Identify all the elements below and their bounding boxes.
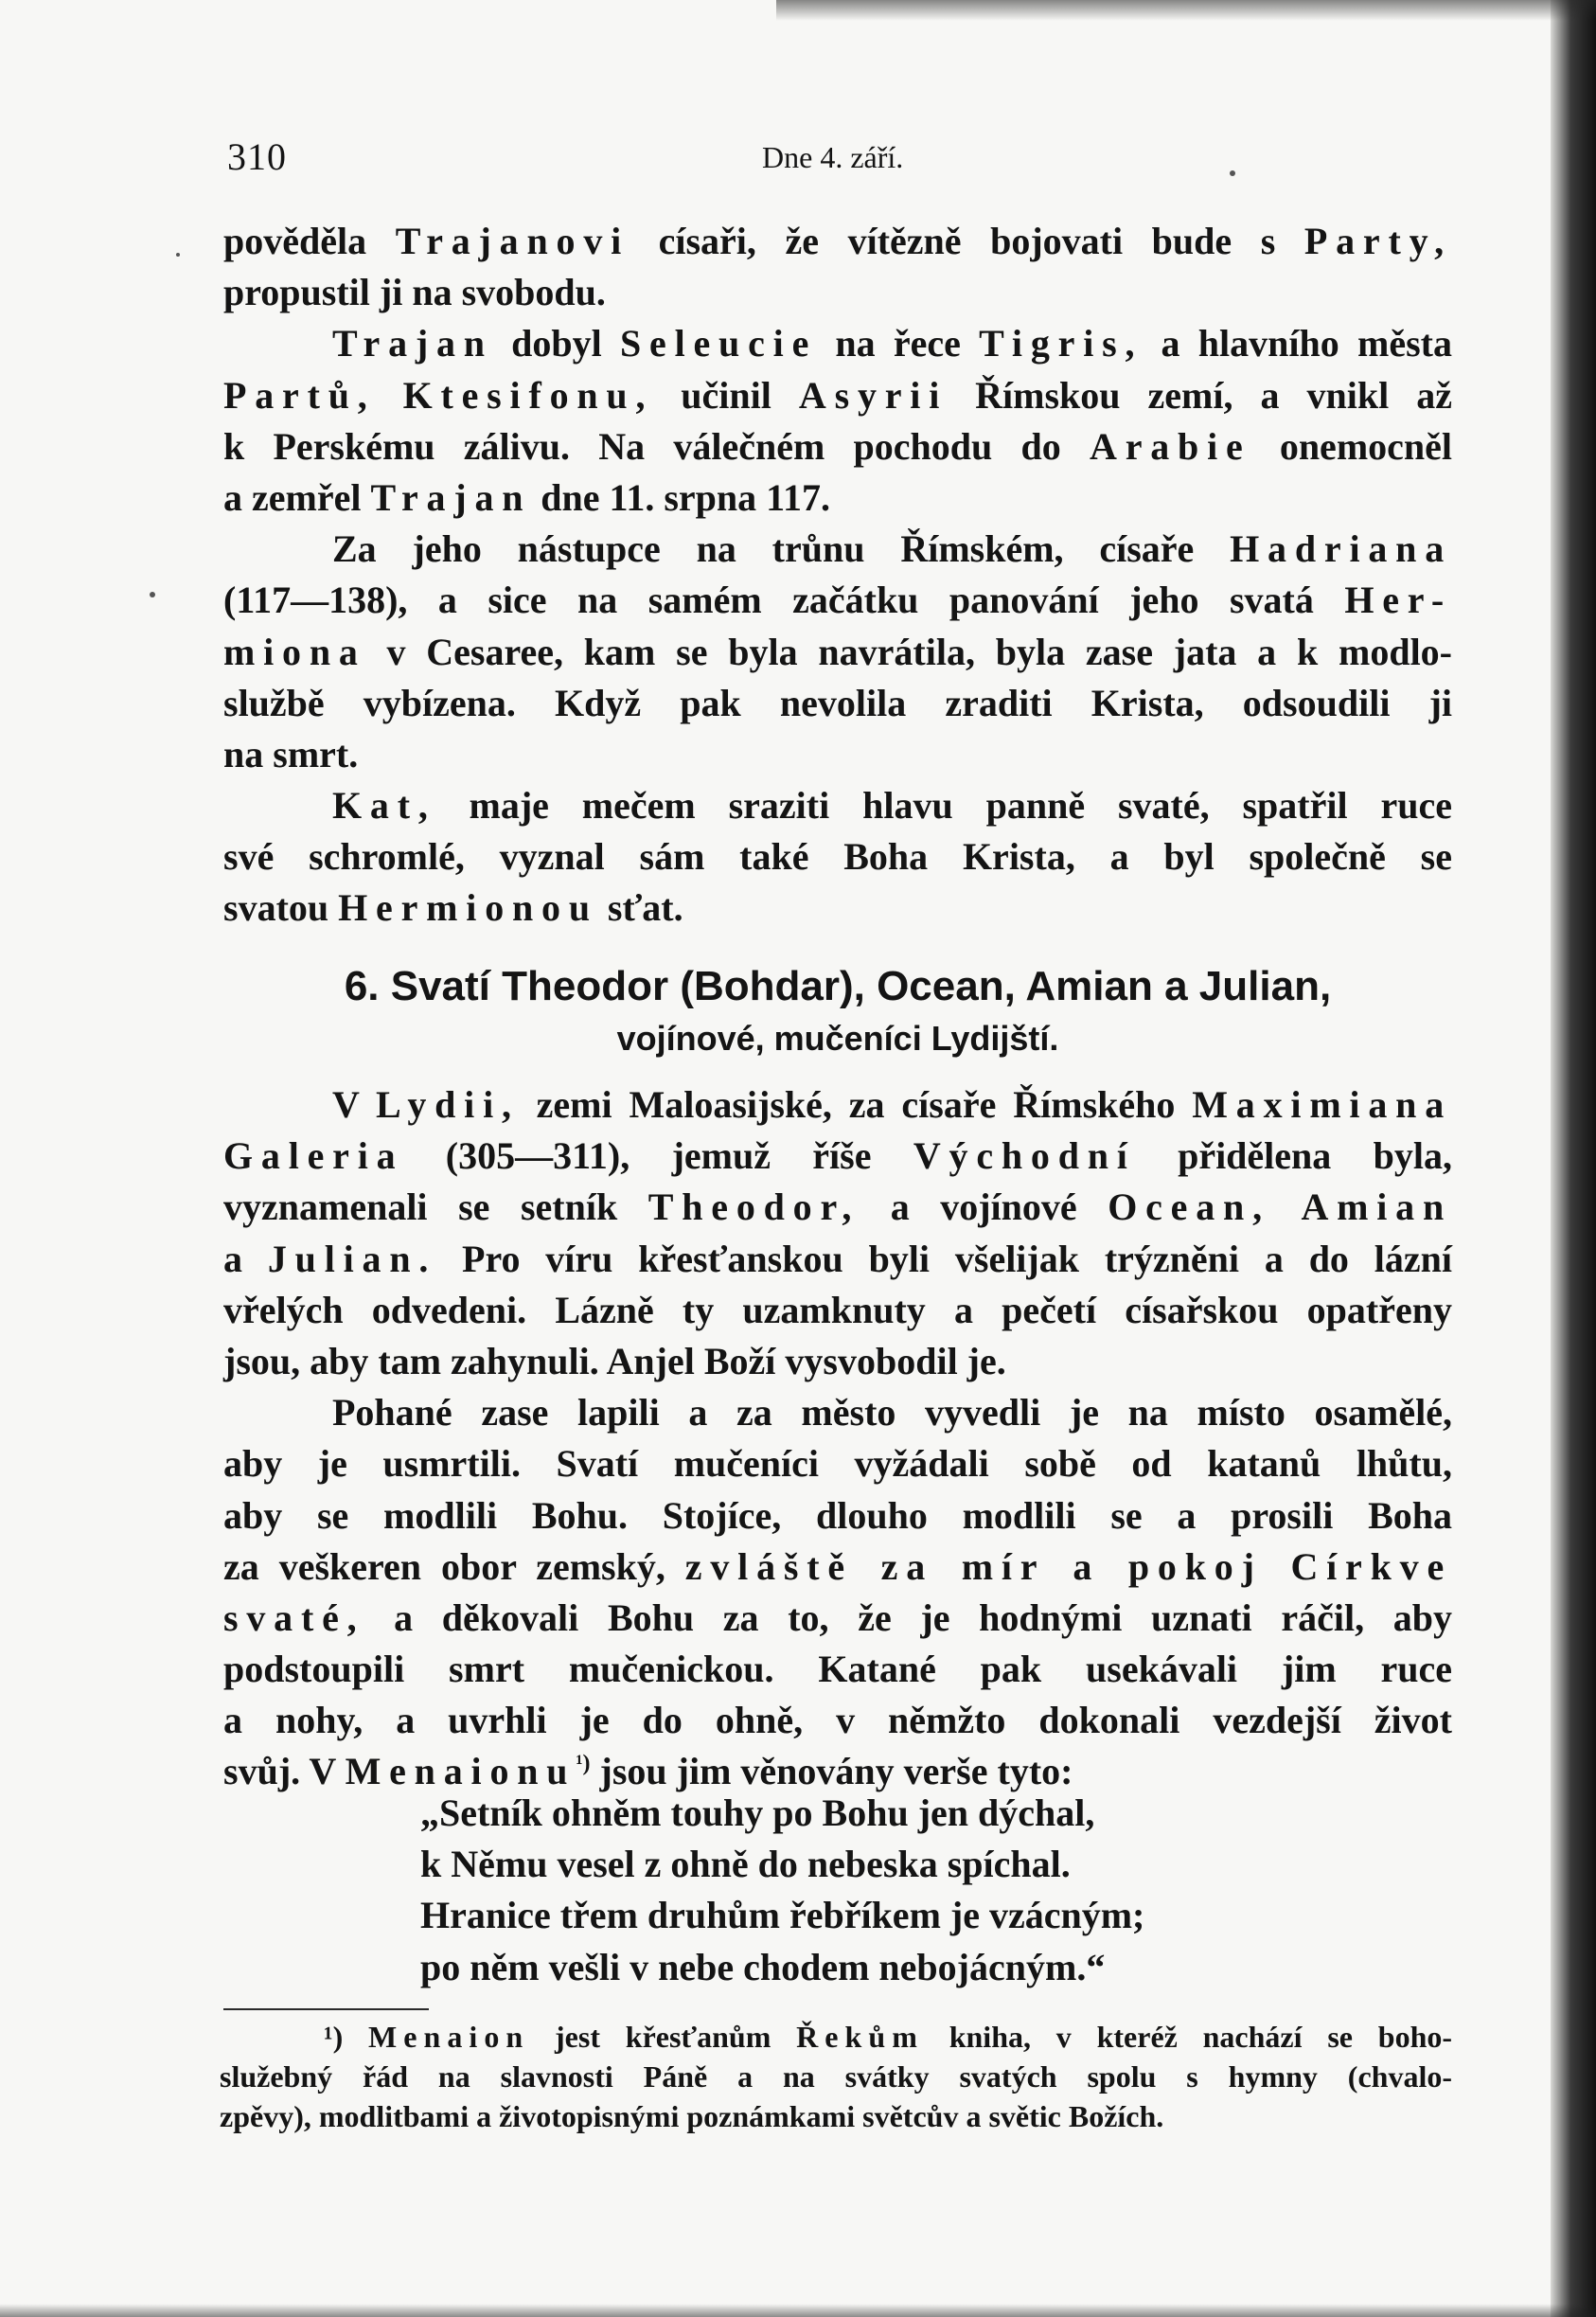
scan-speck xyxy=(150,592,155,597)
text-line: Za jeho nástupce na trůnu Římském, císaře Hadriana xyxy=(332,527,1452,571)
page-binding-edge xyxy=(1551,0,1596,2317)
footnote-line: zpěvy), modlitbami a životopisnými poznámkami světcův a světic Božích. xyxy=(220,2099,1164,2133)
text-line: podstoupili smrt mučenickou. Katané pak usekávali jim ruce xyxy=(223,1648,1452,1691)
section-theodor-martyrs xyxy=(223,1079,1452,1798)
page-number: 310 xyxy=(227,135,287,178)
footnote-separator xyxy=(223,2008,429,2010)
text-line: svatou Hermionou sťat. xyxy=(223,886,683,930)
footnote-reference: ¹) xyxy=(576,1752,591,1777)
text-line: jsou, aby tam zahynuli. Anjel Boží vysvobodil je. xyxy=(223,1339,1006,1382)
verse-line: po něm vešli v nebe chodem nebojácným.“ xyxy=(420,1945,1106,1988)
text-line: Trajan dobyl Seleucie na řece Tigris, a hlavního města xyxy=(332,322,1452,365)
bottom-scan-shadow xyxy=(0,2304,1596,2317)
text-line: vřelých odvedeni. Lázně ty uzamknuty a pečetí císařskou opatřeny xyxy=(223,1288,1452,1331)
top-scan-shadow xyxy=(776,0,1596,21)
verse-line: „Setník ohněm touhy po Bohu jen dýchal, xyxy=(420,1791,1095,1834)
text-line: svaté, a děkovali Bohu za to, že je hodnými uznati ráčil, aby xyxy=(223,1595,1452,1639)
text-line: Kat, maje mečem sraziti hlavu panně svaté, spatřil ruce xyxy=(332,784,1452,828)
text-line: Galeria (305—311), jemuž říše Východní přidělena byla, xyxy=(223,1134,1452,1178)
section-trajan-hermiona xyxy=(223,216,1452,935)
text-line: své schromlé, vyznal sám také Boha Krista, a byl společně se xyxy=(223,835,1452,879)
text-line: aby je usmrtili. Svatí mučeníci vyžádali sobě od katanů lhůtu, xyxy=(223,1442,1452,1486)
text-line: a nohy, a uvrhli je do ohně, v němžto dokonali vezdejší život xyxy=(223,1699,1452,1742)
text-line: Partů, Ktesifonu, učinil Asyrii Římskou zemí, a vnikl až xyxy=(223,373,1452,417)
text-line: Pohané zase lapili a za město vyvedli je na místo osamělé, xyxy=(332,1391,1452,1435)
text-line: V Lydii, zemi Maloasijské, za císaře Římského Maximiana xyxy=(332,1083,1452,1126)
scan-speck xyxy=(176,253,180,257)
text-line: na smrt. xyxy=(223,732,359,775)
running-head: Dne 4. září. xyxy=(762,140,904,174)
text-line: propustil ji na svobodu. xyxy=(223,271,606,314)
text-line: a Julian. Pro víru křesťanskou byli všelijak trýzněni a do lázní xyxy=(223,1237,1452,1280)
text-line: službě vybízena. Když pak nevolila zraditi Krista, odsoudili ji xyxy=(223,681,1452,724)
text-line: (117—138), a sice na samém začátku panování jeho svatá Her- xyxy=(223,579,1452,622)
section-subheading: vojínové, mučeníci Lydijští. xyxy=(616,1019,1059,1058)
text-line: a zemřel Trajan dne 11. srpna 117. xyxy=(223,475,830,519)
footnote-marker: ¹) xyxy=(324,2020,344,2054)
footnote-line: služebný řád na slavnosti Páně a na svátky svatých spolu s hymny (chvalo- xyxy=(220,2059,1452,2094)
text-line: k Perskému zálivu. Na válečném pochodu do Arabie onemocněl xyxy=(223,424,1453,468)
footnote xyxy=(220,2017,1452,2136)
section-heading: 6. Svatí Theodor (Bohdar), Ocean, Amian a Julian, xyxy=(344,963,1332,1009)
page-header xyxy=(227,134,1448,191)
verse-line: Hranice třem druhům řebříkem je vzácným; xyxy=(420,1894,1145,1937)
footnote-line: ¹) Menaion jest křesťanům Řekům kniha, v kteréž nachází se boho- xyxy=(324,2020,1453,2054)
verse-line: k Němu vesel z ohně do nebeska spíchal. xyxy=(420,1843,1071,1886)
text-line: svůj. V Menaionu$^{^1)}$ jsou jim věnovány verše tyto: xyxy=(223,1750,1073,1793)
verse-block xyxy=(420,1788,1144,1993)
text-line: pověděla Trajanovi císaři, že vítězně bojovati bude s Party, xyxy=(223,220,1452,262)
text-line: vyznamenali se setník Theodor, a vojínové Ocean, Amian xyxy=(223,1185,1453,1229)
text-line: aby se modlili Bohu. Stojíce, dlouho modlili se a prosili Boha xyxy=(223,1493,1452,1537)
text-line: miona v Cesaree, kam se byla navrátila, byla zase jata a k modlo- xyxy=(223,630,1452,673)
text-line: za veškeren obor zemský, zvláště za mír a pokoj Církve xyxy=(223,1544,1452,1588)
